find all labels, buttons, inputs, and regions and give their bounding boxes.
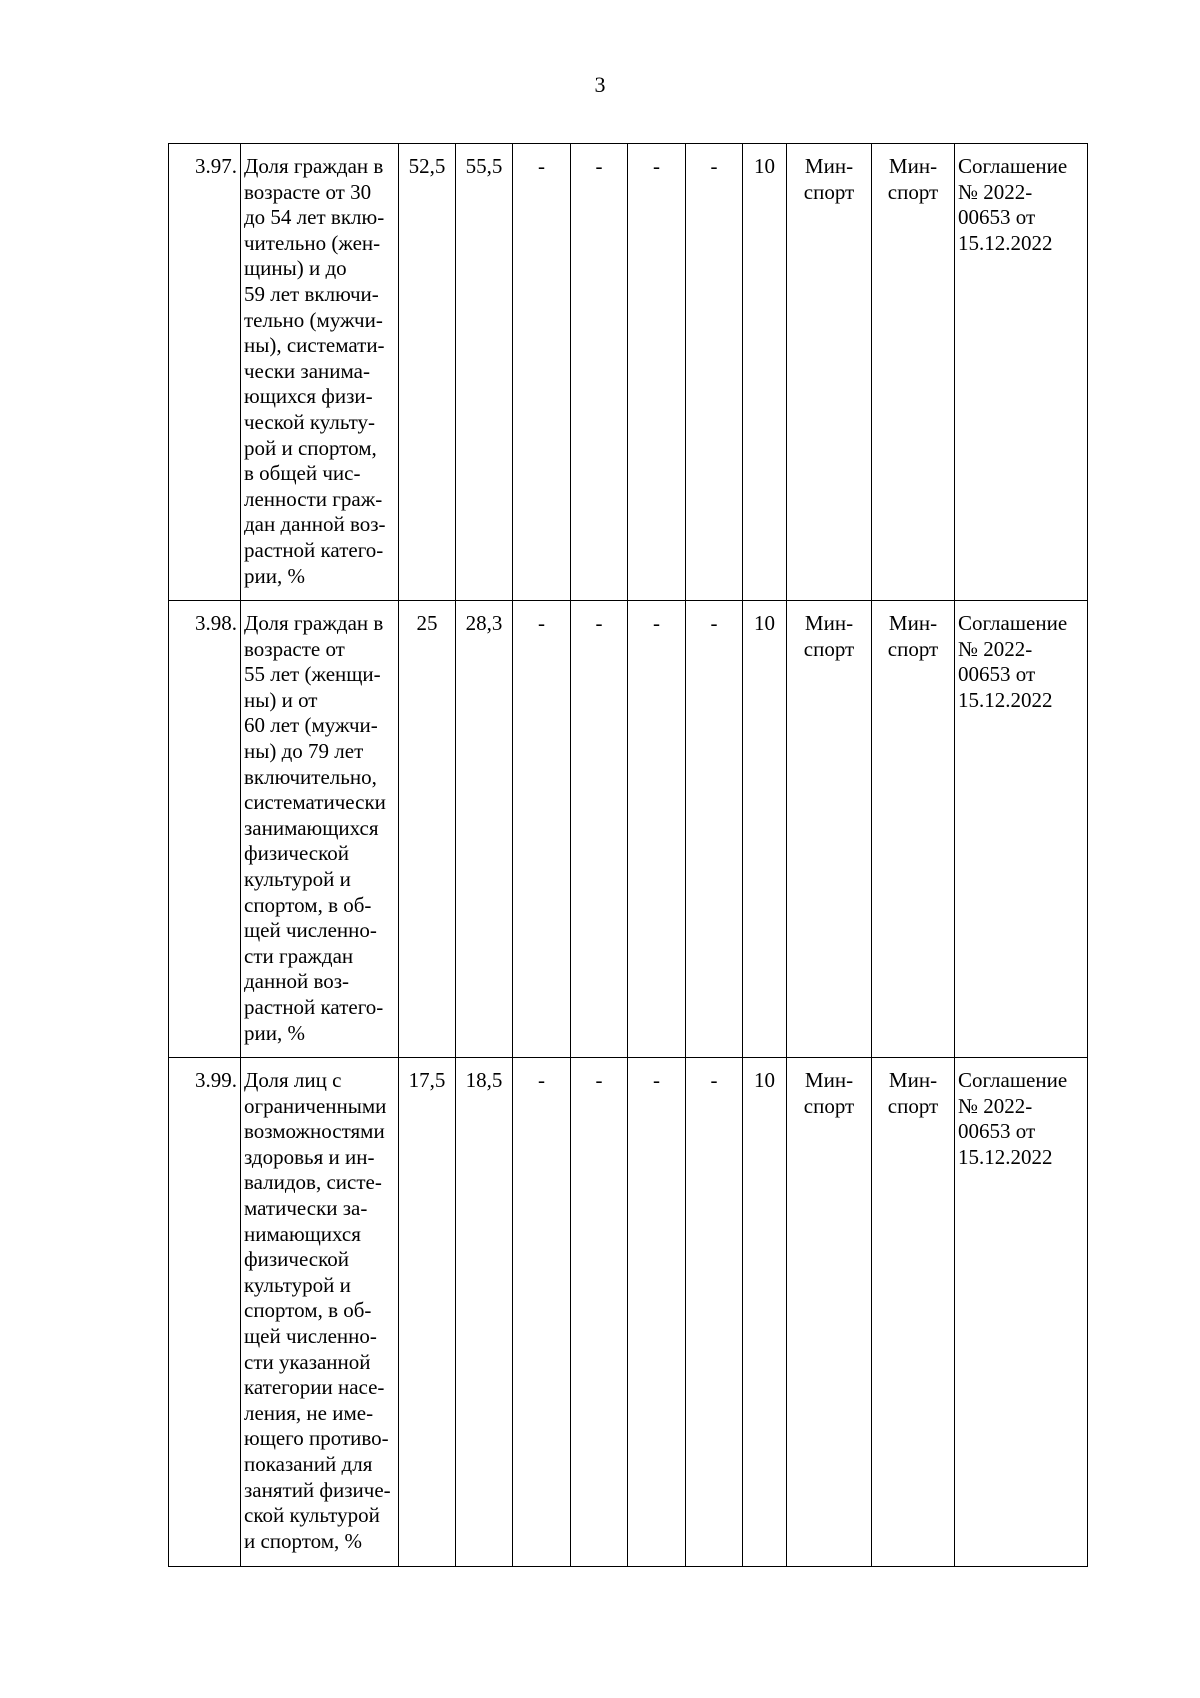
org-line: спорт (803, 1093, 855, 1118)
table-row (169, 601, 1088, 1058)
description-line: растной катего- (244, 994, 384, 1019)
dash-cell: - (571, 601, 628, 1058)
description-line: в общей чис- (244, 461, 361, 486)
description-line: растной катего- (244, 537, 384, 562)
source-document-cell (955, 601, 1088, 1058)
org-line: спорт (887, 636, 939, 661)
value-cell-1: 17,5 (399, 1058, 456, 1567)
description-line: ющего противо- (244, 1426, 389, 1451)
description-line: возможностями (244, 1119, 385, 1144)
description-line: ющихся физи- (244, 384, 373, 409)
indicators-table (168, 143, 1088, 1567)
description-line: 55 лет (женщи- (244, 662, 381, 687)
description-line: занятий физиче- (244, 1477, 391, 1502)
description-line: включительно, (244, 764, 377, 789)
description-line: рой и спортом, (244, 435, 377, 460)
org-line: спорт (887, 179, 939, 204)
responsible-org-cell (787, 144, 872, 601)
source-line: Соглашение (958, 611, 1068, 635)
description-line: физической (244, 1247, 349, 1272)
org-line: Мин- (888, 611, 938, 635)
dash-cell: - (628, 601, 686, 1058)
dash-cell: - (686, 601, 743, 1058)
source-line: 00653 от (958, 662, 1036, 687)
dash-cell: - (571, 1058, 628, 1567)
description-line: Доля лиц с (244, 1068, 342, 1092)
description-line: категории насе- (244, 1375, 385, 1400)
value-cell-2: 55,5 (456, 144, 513, 601)
value-cell-1: 52,5 (399, 144, 456, 601)
source-line: 15.12.2022 (958, 687, 1053, 712)
executor-org-cell (872, 601, 955, 1058)
description-line: здоровья и ин- (244, 1144, 375, 1169)
org-line: Мин- (804, 611, 854, 635)
description-line: чительно (жен- (244, 230, 381, 255)
dash-cell: - (686, 1058, 743, 1567)
table-row (169, 1058, 1088, 1567)
description-line: ны) и от (244, 687, 318, 712)
source-line: 00653 от (958, 1119, 1036, 1144)
source-document-cell (955, 144, 1088, 601)
description-line: спортом, в об- (244, 1298, 372, 1323)
description-line: данной воз- (244, 969, 350, 994)
value-cell-2: 28,3 (456, 601, 513, 1058)
row-number: 3.97. (169, 144, 241, 601)
description-line: спортом, в об- (244, 892, 372, 917)
weight-cell: 10 (743, 1058, 787, 1567)
description-line: систематически (244, 790, 386, 815)
description-line: физической (244, 841, 349, 866)
description-line: сти граждан (244, 943, 354, 968)
description-line: возрасте от (244, 636, 345, 661)
description-line: нимающихся (244, 1221, 361, 1246)
source-line: № 2022- (958, 1093, 1033, 1118)
description-line: культурой и (244, 866, 351, 891)
weight-cell: 10 (743, 144, 787, 601)
executor-org-cell (872, 144, 955, 601)
description-line: занимающихся (244, 815, 379, 840)
description-line: ленности граж- (244, 486, 383, 511)
description-line: и спортом, % (244, 1528, 363, 1553)
source-line: 15.12.2022 (958, 230, 1053, 255)
table-row (169, 144, 1088, 601)
org-line: Мин- (888, 154, 938, 178)
dash-cell: - (571, 144, 628, 601)
source-line: Соглашение (958, 1068, 1068, 1092)
dash-cell: - (513, 1058, 571, 1567)
description-line: дан данной воз- (244, 512, 386, 537)
description-line: ны) до 79 лет (244, 738, 364, 763)
dash-cell: - (513, 601, 571, 1058)
org-line: Мин- (888, 1068, 938, 1092)
responsible-org-cell (787, 601, 872, 1058)
description-line: щины) и до (244, 256, 347, 281)
dash-cell: - (686, 144, 743, 601)
weight-cell: 10 (743, 601, 787, 1058)
org-line: спорт (887, 1093, 939, 1118)
description-line: Доля граждан в (244, 611, 384, 635)
description-line: до 54 лет вклю- (244, 205, 385, 230)
description-line: 60 лет (мужчи- (244, 713, 378, 738)
description-line: культурой и (244, 1272, 351, 1297)
indicator-description (241, 601, 399, 1058)
executor-org-cell (872, 1058, 955, 1567)
description-line: рии, % (244, 563, 305, 588)
source-document-cell (955, 1058, 1088, 1567)
description-line: матически за- (244, 1195, 368, 1220)
responsible-org-cell (787, 1058, 872, 1567)
dash-cell: - (628, 1058, 686, 1567)
org-line: Мин- (804, 154, 854, 178)
description-line: ческой культу- (244, 409, 375, 434)
org-line: спорт (803, 179, 855, 204)
description-line: тельно (мужчи- (244, 307, 383, 332)
description-line: ления, не име- (244, 1400, 374, 1425)
description-line: возрасте от 30 (244, 179, 372, 204)
indicator-description (241, 1058, 399, 1567)
source-line: Соглашение (958, 154, 1068, 178)
source-line: 15.12.2022 (958, 1144, 1053, 1169)
description-line: ограниченными (244, 1093, 387, 1118)
description-line: валидов, систе- (244, 1170, 382, 1195)
description-line: щей численно- (244, 1323, 377, 1348)
description-line: Доля граждан в (244, 154, 384, 178)
description-line: 59 лет включи- (244, 281, 379, 306)
description-line: ны), системати- (244, 333, 385, 358)
source-line: № 2022- (958, 636, 1033, 661)
value-cell-1: 25 (399, 601, 456, 1058)
org-line: Мин- (804, 1068, 854, 1092)
indicator-description (241, 144, 399, 601)
dash-cell: - (513, 144, 571, 601)
source-line: 00653 от (958, 205, 1036, 230)
description-line: сти указанной (244, 1349, 371, 1374)
dash-cell: - (628, 144, 686, 601)
row-number: 3.98. (169, 601, 241, 1058)
org-line: спорт (803, 636, 855, 661)
row-number: 3.99. (169, 1058, 241, 1567)
value-cell-2: 18,5 (456, 1058, 513, 1567)
source-line: № 2022- (958, 179, 1033, 204)
description-line: показаний для (244, 1451, 373, 1476)
description-line: чески занима- (244, 358, 370, 383)
page-number: 3 (594, 72, 606, 97)
description-line: щей численно- (244, 918, 377, 943)
description-line: рии, % (244, 1020, 305, 1045)
description-line: ской культурой (244, 1503, 380, 1528)
